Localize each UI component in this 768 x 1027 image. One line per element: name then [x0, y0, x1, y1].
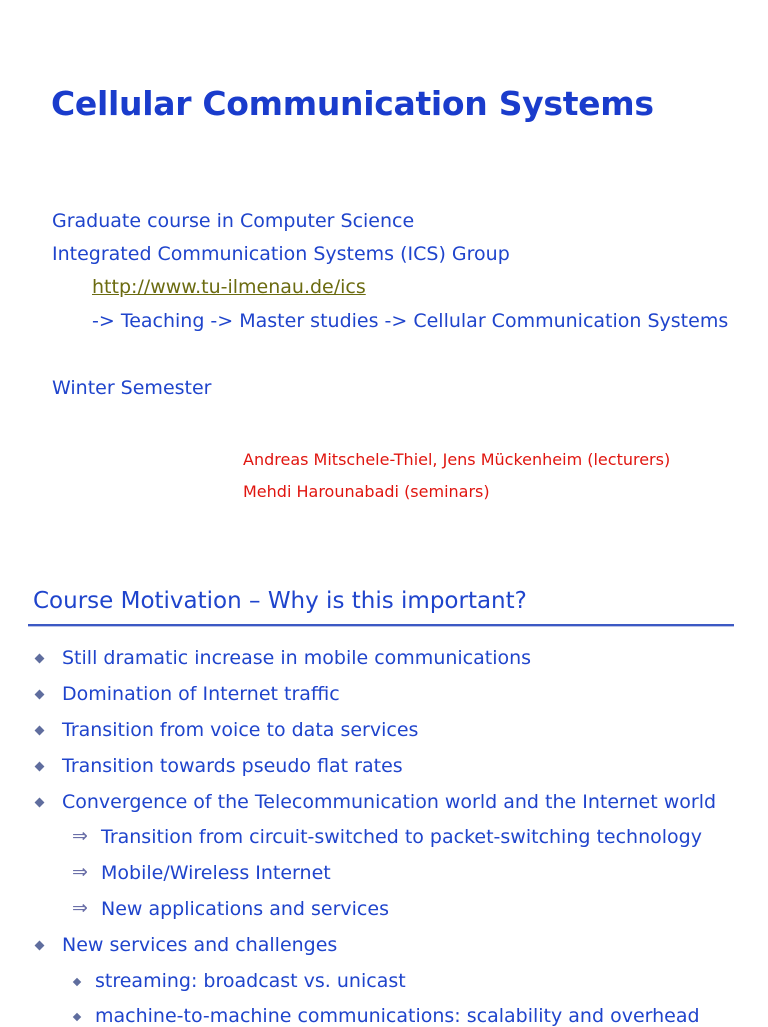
implies-arrow-icon: ⇒ — [72, 861, 88, 883]
bullet-diamond-icon — [35, 941, 45, 951]
implies-arrow-icon: ⇒ — [72, 897, 88, 919]
section-divider-shadow — [28, 626, 734, 627]
semester-line: Winter Semester — [52, 377, 212, 399]
bullet-diamond-icon — [35, 798, 45, 808]
bullet-diamond-icon — [35, 690, 45, 700]
list-item-text: streaming: broadcast vs. unicast — [95, 970, 406, 992]
seminars-line: Mehdi Harounabadi (seminars) — [243, 482, 490, 501]
list-item-text: Still dramatic increase in mobile communications — [62, 647, 532, 669]
bullet-diamond-icon — [35, 762, 45, 772]
section-title: Course Motivation – Why is this important? — [33, 588, 527, 614]
list-item-text: machine-to-machine communications: scalability and overhead — [95, 1005, 700, 1027]
list-item-text: Mobile/Wireless Internet — [101, 862, 331, 884]
group-line: Integrated Communication Systems (ICS) Group — [52, 243, 510, 265]
list-item-text: New applications and services — [101, 898, 389, 920]
bullet-diamond-icon — [35, 726, 45, 736]
navigation-path: -> Teaching -> Master studies -> Cellular Communication Systems — [92, 310, 729, 332]
bullet-diamond-icon — [73, 978, 81, 986]
ics-link[interactable]: http://www.tu-ilmenau.de/ics — [92, 276, 366, 298]
course-line: Graduate course in Computer Science — [52, 210, 415, 232]
bullet-diamond-icon — [73, 1013, 81, 1021]
list-item-text: Convergence of the Telecommunication world and the Internet world — [62, 791, 717, 813]
list-item-text: Transition towards pseudo flat rates — [62, 755, 403, 777]
page-title: Cellular Communication Systems — [51, 84, 654, 123]
list-item-text: New services and challenges — [62, 934, 338, 956]
list-item-text: Transition from circuit-switched to packet-switching technology — [101, 826, 702, 848]
list-item-text: Transition from voice to data services — [62, 719, 419, 741]
implies-arrow-icon: ⇒ — [72, 825, 88, 847]
list-item-text: Domination of Internet traffic — [62, 683, 340, 705]
bullet-diamond-icon — [35, 654, 45, 664]
lecturers-line: Andreas Mitschele-Thiel, Jens Mückenheim (lecturers) — [243, 450, 671, 469]
